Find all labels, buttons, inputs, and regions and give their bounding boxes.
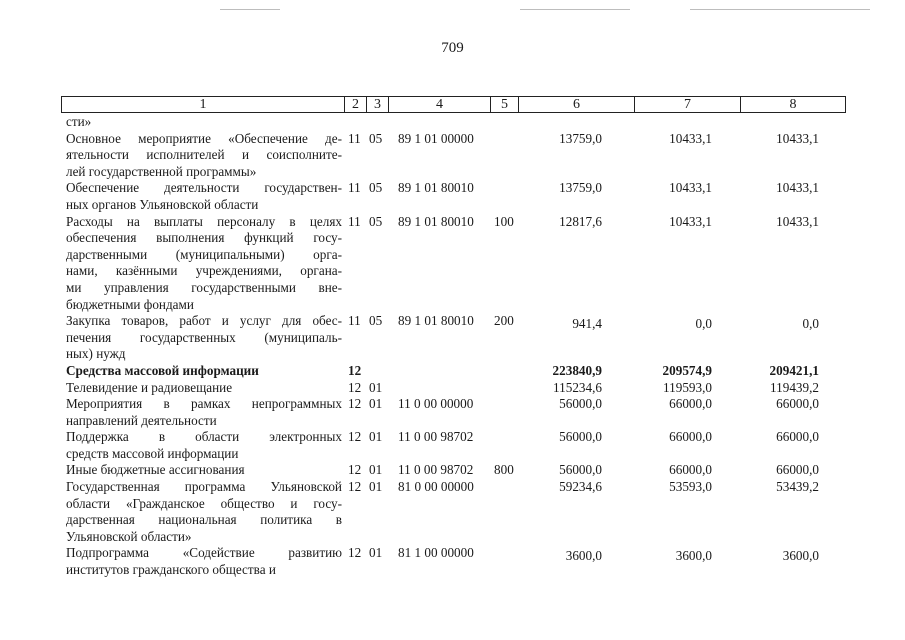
amount-col-6: 13759,0 (559, 180, 602, 196)
row-name-line: нами, казёнными учреждениями, органа- (66, 263, 342, 279)
target-article-code: 11 0 00 98702 (398, 429, 474, 445)
amount-col-6: 115234,6 (553, 379, 602, 395)
amount-col-6: 56000,0 (559, 429, 602, 445)
row-name-line: Иные бюджетные ассигнования (66, 462, 245, 478)
amount-col-8: 10433,1 (776, 180, 819, 196)
target-article-code: 11 0 00 98702 (398, 462, 474, 478)
subsection-code: 01 (369, 396, 383, 412)
row-name-line: ных органов Ульяновской области (66, 196, 259, 212)
amount-col-8: 66000,0 (776, 429, 819, 445)
column-header-4: 4 (389, 97, 491, 112)
row-name-line: Ульяновской области» (66, 528, 192, 544)
expense-type-code: 800 (494, 462, 514, 478)
column-header-1: 1 (62, 97, 345, 112)
table-header (61, 96, 846, 113)
scan-mark (520, 9, 630, 10)
amount-col-6: 59234,6 (559, 479, 602, 495)
section-code: 11 (348, 180, 361, 196)
row-name-line: сти» (66, 114, 92, 129)
target-article-code: 81 1 00 00000 (398, 545, 474, 561)
row-name-line: дарственными (муниципальными) орга- (66, 246, 342, 262)
table-row (0, 180, 905, 213)
row-name (66, 131, 342, 181)
amount-col-6: 12817,6 (559, 213, 602, 229)
section-code: 12 (348, 396, 362, 412)
subsection-code: 01 (369, 429, 383, 445)
row-name-line: Подпрограмма «Содействие развитию (66, 545, 342, 561)
amount-col-8: 119439,2 (770, 379, 819, 395)
subsection-code: 05 (369, 213, 383, 229)
row-name-line: Средства массовой информации (66, 362, 259, 378)
row-name-line: Поддержка в области электронных (66, 429, 342, 445)
scan-mark (690, 9, 870, 10)
row-name-line: бюджетными фондами (66, 296, 194, 312)
amount-col-7: 209574,9 (662, 362, 712, 378)
row-name (66, 429, 342, 462)
amount-col-8: 66000,0 (776, 396, 819, 412)
row-name (66, 380, 342, 397)
target-article-code: 89 1 01 80010 (398, 180, 474, 196)
table-row (0, 479, 905, 545)
row-name-line: дарственная национальная политика в (66, 512, 342, 528)
subsection-code: 05 (369, 313, 383, 329)
row-name (66, 479, 342, 545)
section-code: 12 (348, 362, 362, 378)
row-name-line: ми управления государственными вне- (66, 279, 342, 295)
column-header-6: 6 (519, 97, 635, 112)
amount-col-8: 10433,1 (776, 130, 819, 146)
row-name-line: Телевидение и радиовещание (66, 379, 233, 395)
section-code: 11 (348, 130, 361, 146)
amount-col-7: 66000,0 (669, 429, 712, 445)
row-name-line: средств массовой информации (66, 445, 239, 461)
column-header-3: 3 (367, 97, 389, 112)
amount-col-7: 66000,0 (669, 396, 712, 412)
amount-col-6: 13759,0 (559, 130, 602, 146)
amount-col-8: 3600,0 (782, 548, 819, 564)
row-name (66, 545, 342, 578)
row-name-line: лей государственной программы» (66, 163, 257, 179)
amount-col-6: 941,4 (572, 316, 602, 332)
table-body (0, 114, 905, 579)
expense-type-code: 200 (494, 313, 514, 329)
amount-col-6: 56000,0 (559, 396, 602, 412)
column-header-8: 8 (789, 97, 797, 112)
column-header-2: 2 (345, 97, 367, 112)
row-name (66, 180, 342, 213)
amount-col-7: 66000,0 (669, 462, 712, 478)
table-row (0, 462, 905, 479)
table-row (0, 114, 905, 131)
amount-col-7: 53593,0 (669, 479, 712, 495)
row-name-line: Расходы на выплаты персоналу в целях (66, 213, 342, 229)
amount-col-7: 119593,0 (663, 379, 712, 395)
column-header-7: 7 (635, 97, 741, 112)
row-name (66, 462, 342, 479)
section-code: 12 (348, 545, 362, 561)
section-code: 11 (348, 213, 361, 229)
row-name (66, 114, 342, 131)
amount-col-7: 10433,1 (669, 130, 712, 146)
target-article-code: 89 1 01 80010 (398, 213, 474, 229)
section-code: 12 (348, 379, 362, 395)
table-row (0, 396, 905, 429)
table-row (0, 429, 905, 462)
amount-col-8: 53439,2 (776, 479, 819, 495)
row-name-line: институтов гражданского общества и (66, 562, 276, 578)
subsection-code: 01 (369, 479, 383, 495)
row-name-line: направлений деятельности (66, 412, 217, 428)
row-name-line: ных) нужд (66, 346, 126, 362)
row-name-line: печения государственных (муниципаль- (66, 329, 342, 345)
row-name-line: ятельности исполнителей и соисполните- (66, 147, 342, 163)
section-code: 12 (348, 462, 362, 478)
row-name-line: Обеспечение деятельности государствен- (66, 180, 342, 196)
target-article-code: 89 1 01 00000 (398, 130, 474, 146)
target-article-code: 81 0 00 00000 (398, 479, 474, 495)
section-code: 12 (348, 429, 362, 445)
table-row (0, 313, 905, 363)
row-name (66, 396, 342, 429)
amount-col-6: 223840,9 (552, 362, 602, 378)
amount-col-8: 209421,1 (769, 362, 819, 378)
amount-col-8: 66000,0 (776, 462, 819, 478)
row-name-line: области «Гражданское общество и госу- (66, 495, 342, 511)
row-name (66, 214, 342, 314)
target-article-code: 11 0 00 00000 (398, 396, 474, 412)
row-name-line: Закупка товаров, работ и услуг для обес- (66, 313, 342, 329)
amount-col-7: 10433,1 (669, 213, 712, 229)
subsection-code: 01 (369, 379, 383, 395)
row-name-line: обеспечения выполнения функций госу- (66, 230, 342, 246)
amount-col-8: 0,0 (802, 316, 819, 332)
subsection-code: 05 (369, 130, 383, 146)
amount-col-8: 10433,1 (776, 213, 819, 229)
amount-col-6: 56000,0 (559, 462, 602, 478)
target-article-code: 89 1 01 80010 (398, 313, 474, 329)
table-row (0, 545, 905, 578)
row-name (66, 313, 342, 363)
page-number: 709 (441, 40, 464, 56)
row-name-line: Государственная программа Ульяновской (66, 479, 342, 495)
table-row (0, 131, 905, 181)
amount-col-7: 3600,0 (675, 548, 712, 564)
scan-mark (220, 9, 280, 10)
subsection-code: 01 (369, 545, 383, 561)
amount-col-7: 0,0 (695, 316, 712, 332)
section-code: 11 (348, 313, 361, 329)
expense-type-code: 100 (494, 213, 514, 229)
table-row (0, 380, 905, 397)
column-header-5: 5 (491, 97, 519, 112)
table-row (0, 214, 905, 314)
row-name (66, 363, 342, 380)
row-name-line: Мероприятия в рамках непрограммных (66, 396, 342, 412)
subsection-code: 05 (369, 180, 383, 196)
amount-col-7: 10433,1 (669, 180, 712, 196)
table-row (0, 363, 905, 380)
amount-col-6: 3600,0 (565, 548, 602, 564)
section-code: 12 (348, 479, 362, 495)
subsection-code: 01 (369, 462, 383, 478)
row-name-line: Основное мероприятие «Обеспечение де- (66, 130, 342, 146)
